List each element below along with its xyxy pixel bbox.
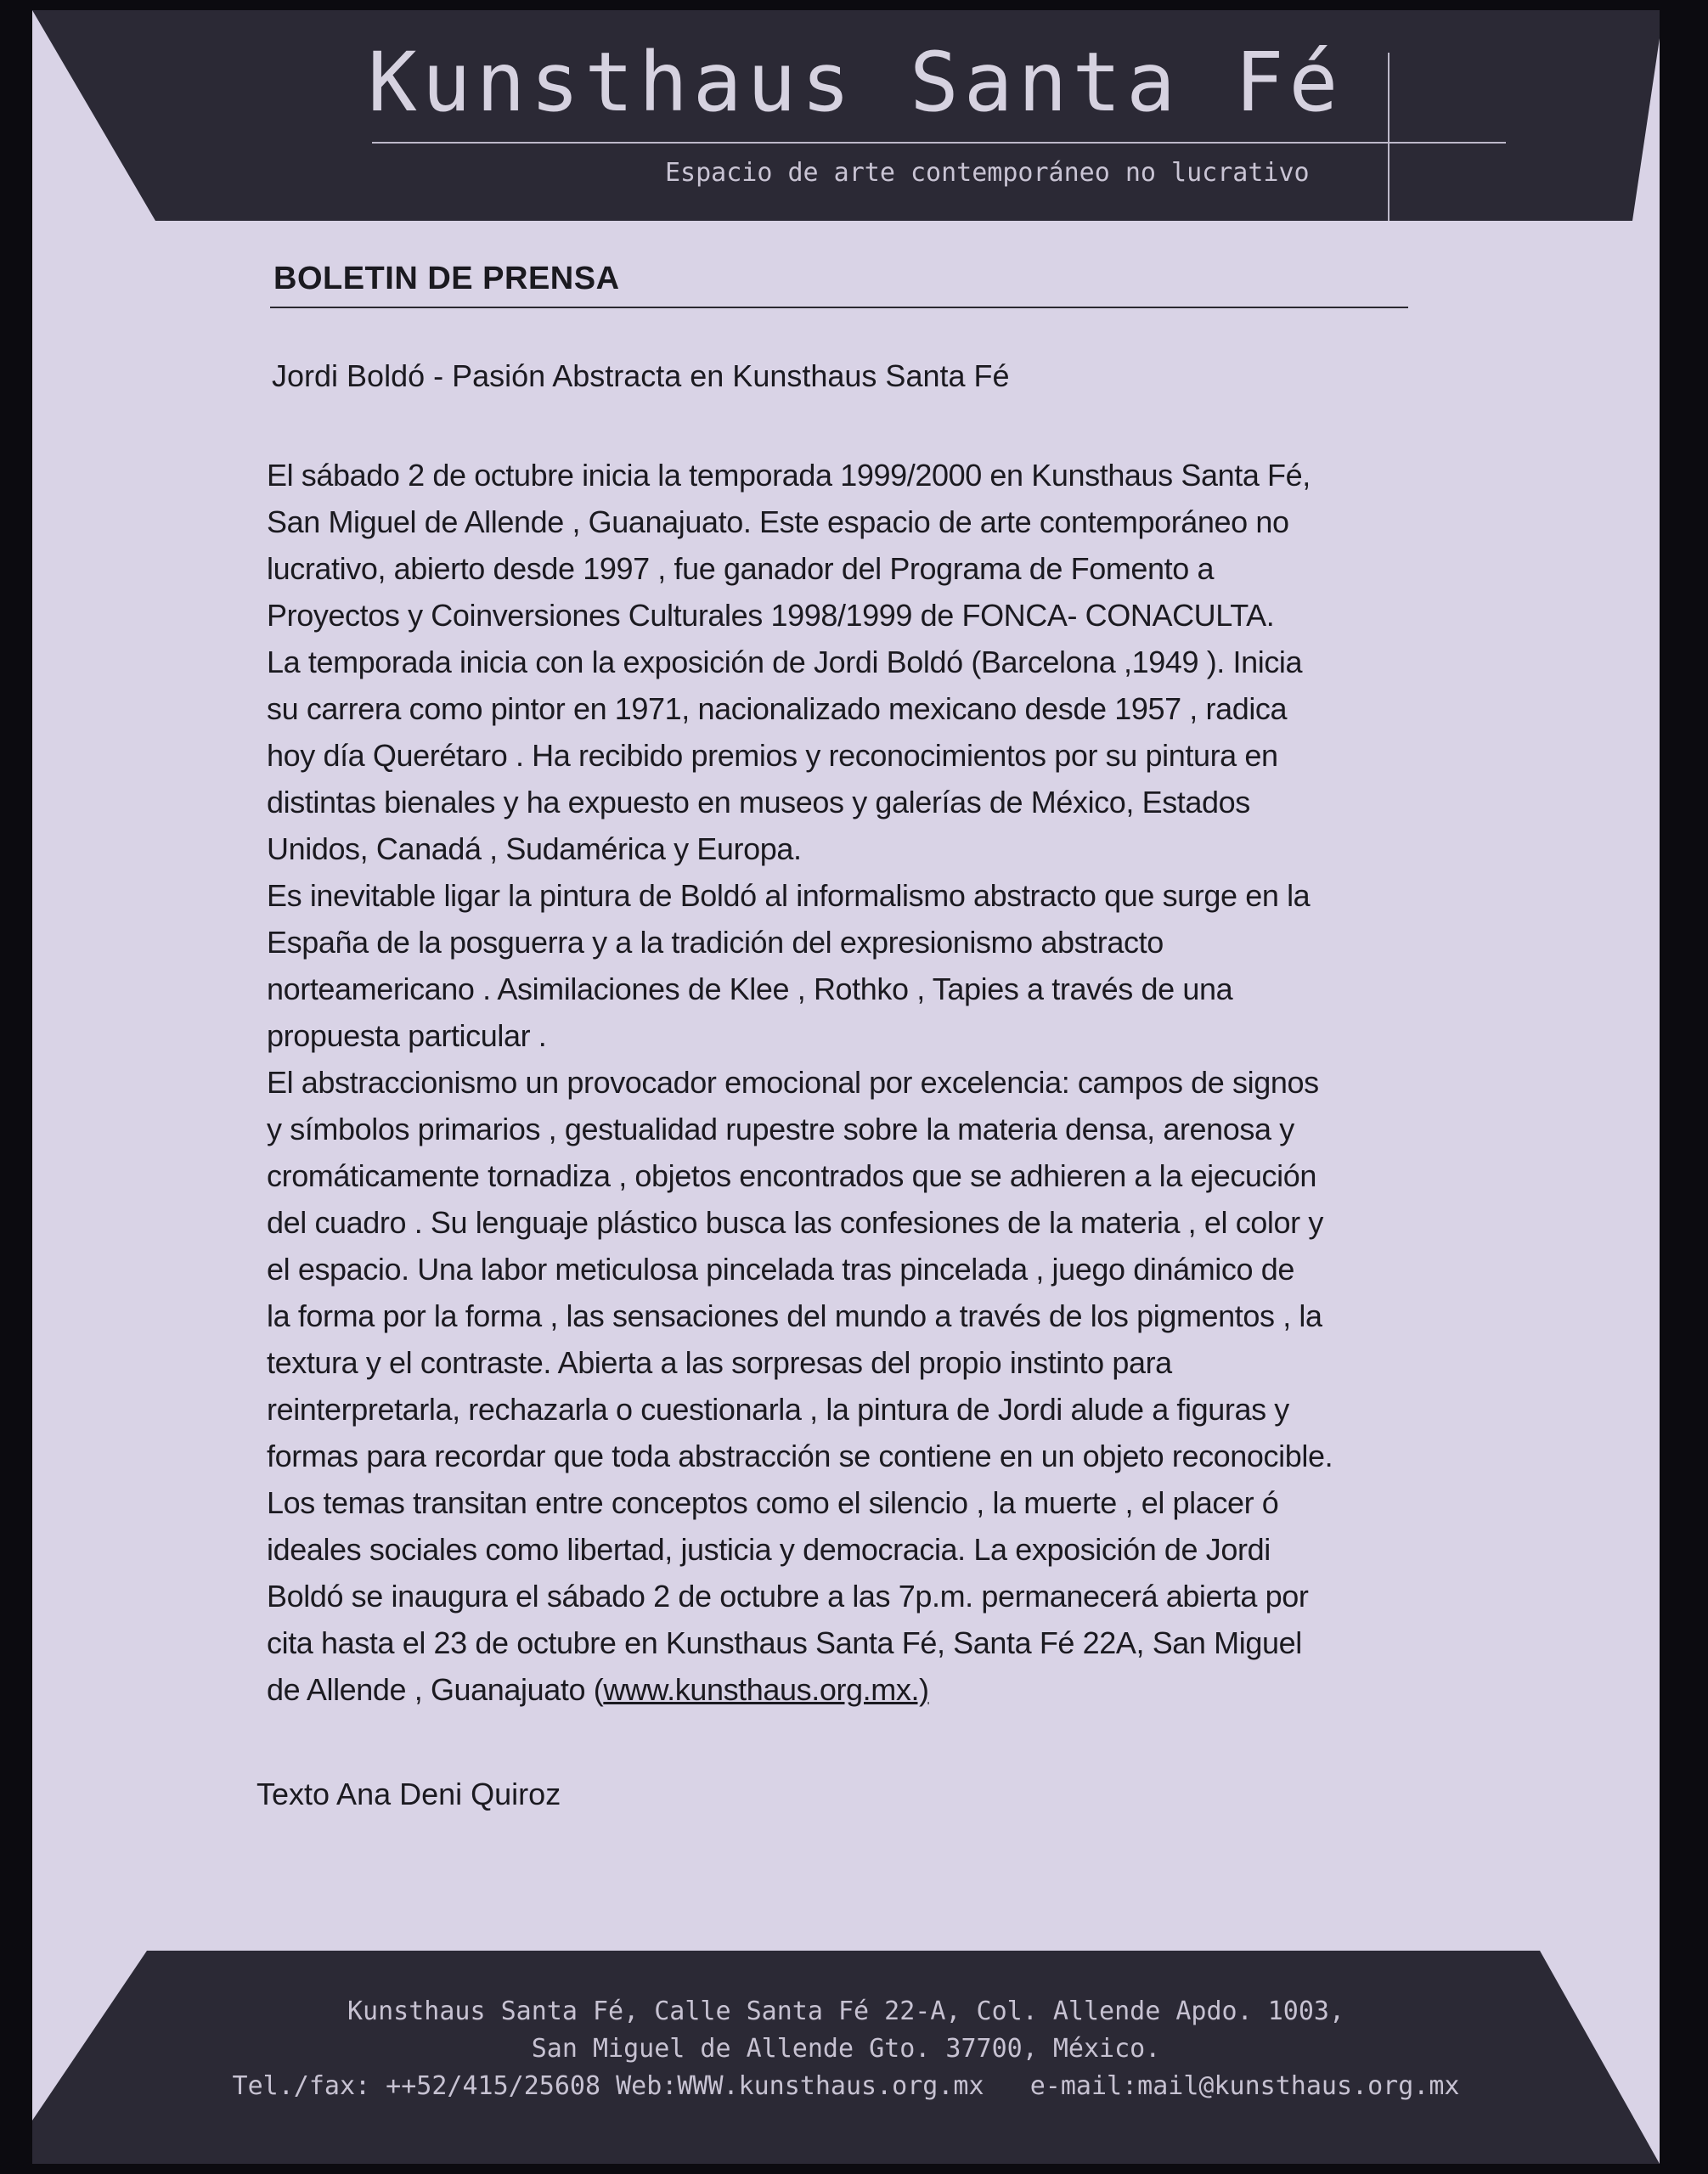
body-text-line: propuesta particular . bbox=[267, 1018, 547, 1053]
site-subtitle: Espacio de arte contemporáneo no lucrativo bbox=[665, 158, 1310, 188]
bulletin-body bbox=[267, 452, 1447, 1713]
body-text-line: San Miguel de Allende , Guanajuato. Este espacio de arte contemporáneo no bbox=[267, 504, 1289, 539]
bulletin-title: BOLETIN DE PRENSA bbox=[273, 261, 620, 296]
body-text-line: cromáticamente tornadiza , objetos encontrados que se adhieren a la ejecución bbox=[267, 1158, 1316, 1193]
footer-city-line: San Miguel de Allende Gto. 37700, México. bbox=[531, 2034, 1161, 2064]
bulletin-title-rule bbox=[270, 307, 1408, 308]
footer-address-line: Kunsthaus Santa Fé, Calle Santa Fé 22-A, Col. Allende Apdo. 1003, bbox=[347, 1997, 1344, 2026]
body-text-line: el espacio. Una labor meticulosa pincelada tras pincelada , juego dinámico de bbox=[267, 1252, 1294, 1287]
body-text-line: ideales sociales como libertad, justicia y democracia. La exposición de Jordi bbox=[267, 1532, 1271, 1567]
body-text-line: lucrativo, abierto desde 1997 , fue ganador del Programa de Fomento a bbox=[267, 551, 1215, 586]
body-text-line: Proyectos y Coinversiones Culturales 1998/1999 de FONCA- CONACULTA. bbox=[267, 598, 1275, 633]
body-text-line: El abstraccionismo un provocador emocional por excelencia: campos de signos bbox=[267, 1065, 1319, 1100]
body-text-line: Unidos, Canadá , Sudamérica y Europa. bbox=[267, 831, 802, 866]
body-text-line: y símbolos primarios , gestualidad rupestre sobre la materia densa, arenosa y bbox=[267, 1112, 1294, 1146]
body-text-line: su carrera como pintor en 1971, nacionalizado mexicano desde 1957 , radica bbox=[267, 691, 1288, 726]
header-horizontal-rule bbox=[372, 142, 1506, 144]
body-text-line: distintas bienales y ha expuesto en museos y galerías de México, Estados bbox=[267, 785, 1250, 819]
body-text-line: del cuadro . Su lenguaje plástico busca las confesiones de la materia , el color y bbox=[267, 1205, 1323, 1240]
body-text-line: El sábado 2 de octubre inicia la temporada 1999/2000 en Kunsthaus Santa Fé, bbox=[267, 458, 1311, 493]
website-link[interactable]: www.kunsthaus.org.mx.) bbox=[603, 1672, 929, 1707]
body-text-fragment: de Allende , Guanajuato ( bbox=[267, 1672, 604, 1707]
body-text-line bbox=[267, 1666, 1447, 1713]
author-credit: Texto Ana Deni Quiroz bbox=[256, 1777, 561, 1811]
body-text-line: reinterpretarla, rechazarla o cuestionarla , la pintura de Jordi alude a figuras y bbox=[267, 1392, 1289, 1427]
body-text-line: textura y el contraste. Abierta a las sorpresas del propio instinto para bbox=[267, 1345, 1172, 1380]
body-text-line: Es inevitable ligar la pintura de Boldó al informalismo abstracto que surge en la bbox=[267, 878, 1311, 913]
body-text-line: la forma por la forma , las sensaciones del mundo a través de los pigmentos , la bbox=[267, 1298, 1322, 1333]
body-text-line: formas para recordar que toda abstracción se contiene en un objeto reconocible. bbox=[267, 1439, 1333, 1473]
footer-contact-line: Tel./fax: ++52/415/25608 Web:WWW.kunsthaus.org.mx e-mail:mail@kunsthaus.org.mx bbox=[232, 2071, 1460, 2101]
site-title: Kunsthaus Santa Fé bbox=[368, 35, 1344, 130]
body-text-line: Boldó se inaugura el sábado 2 de octubre a las 7p.m. permanecerá abierta por bbox=[267, 1579, 1309, 1614]
body-text-line: cita hasta el 23 de octubre en Kunsthaus Santa Fé, Santa Fé 22A, San Miguel bbox=[267, 1625, 1302, 1660]
body-text-line: España de la posguerra y a la tradición del expresionismo abstracto bbox=[267, 925, 1164, 960]
header-vertical-rule bbox=[1388, 53, 1390, 221]
body-text-line: Los temas transitan entre conceptos como el silencio , la muerte , el placer ó bbox=[267, 1485, 1279, 1520]
body-text-line: norteamericano . Asimilaciones de Klee , Rothko , Tapies a través de una bbox=[267, 972, 1233, 1006]
footer-contact bbox=[32, 1993, 1660, 2105]
press-release-page bbox=[32, 10, 1660, 2164]
bulletin-headline: Jordi Boldó - Pasión Abstracta en Kunsthaus Santa Fé bbox=[272, 358, 1010, 393]
body-text-line: La temporada inicia con la exposición de Jordi Boldó (Barcelona ,1949 ). Inicia bbox=[267, 645, 1303, 679]
body-text-line: hoy día Querétaro . Ha recibido premios y reconocimientos por su pintura en bbox=[267, 738, 1278, 773]
